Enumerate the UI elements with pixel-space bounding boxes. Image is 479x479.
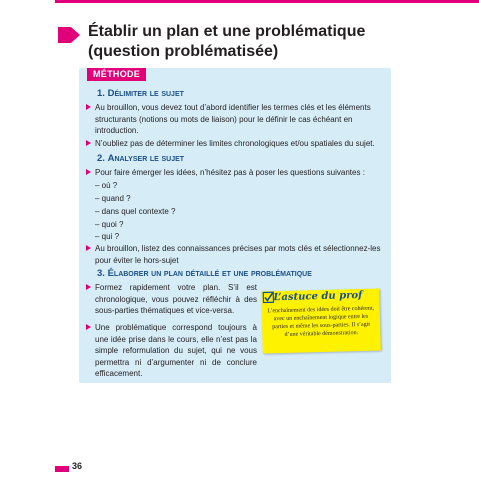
question-item: – où ? <box>95 181 118 190</box>
tip-note <box>261 288 381 353</box>
section-1-paragraph: Au brouillon, vous devez tout d’abord identifier les termes clés et les éléments structurants (notions ou mots de liaison) pour le définir le cas échéant en introduction. <box>86 102 393 137</box>
bullet-arrow-icon <box>86 284 91 290</box>
method-label: MÉTHODE <box>87 68 146 81</box>
question-item: – quand ? <box>95 194 131 203</box>
page-number-marker <box>55 466 69 472</box>
bullet-arrow-icon <box>86 245 91 251</box>
section-2-intro: Pour faire émerger les idées, n’hésitez pas à poser les questions suivantes : <box>86 167 393 179</box>
section-3-paragraph: Formez rapidement votre plan. S’il est chronologique, vous pouvez réfléchir à des sous-parties thématiques et vice-versa. <box>86 282 257 317</box>
top-accent-bar <box>55 0 479 3</box>
bullet-arrow-icon <box>86 140 91 146</box>
question-item: – qui ? <box>95 232 120 241</box>
section-3-paragraph: Une problématique correspond toujours à une idée prise dans le cours, elle n’est pas la simple reformulation du sujet, qui ne vous permettra ni d’argumenter ni de conclure efficacement. <box>86 322 257 380</box>
question-item: – dans quel contexte ? <box>95 207 176 216</box>
section-2-title: 2. Analyser le sujet <box>97 153 185 164</box>
page-title: Établir un plan et une problématique (question problématisée) <box>88 23 366 60</box>
section-1-paragraph: N’oubliez pas de déterminer les limites chronologiques et/ou spatiales du sujet. <box>86 138 393 150</box>
section-1-title: 1. Délimiter le sujet <box>97 88 184 99</box>
section-3-title: 3. Élaborer un plan détaillé et une problématique <box>97 268 312 279</box>
title-arrow-icon <box>58 27 80 43</box>
page-number: 36 <box>72 461 83 471</box>
tip-title: L’astuce du prof <box>273 289 363 304</box>
bullet-arrow-icon <box>86 104 91 110</box>
section-2-paragraph: Au brouillon, listez des connaissances précises par mots clés et sélectionnez-les pour éviter le hors-sujet <box>86 243 393 266</box>
bullet-arrow-icon <box>86 169 91 175</box>
question-item: – quoi ? <box>95 220 124 229</box>
bullet-arrow-icon <box>86 324 91 330</box>
tip-text: L’enchaînement des idées doit être cohérent, avec un enchaînement logique entre les parties et même les sous-parties. Il s’agit d’une véritable démonstration. <box>267 305 375 338</box>
